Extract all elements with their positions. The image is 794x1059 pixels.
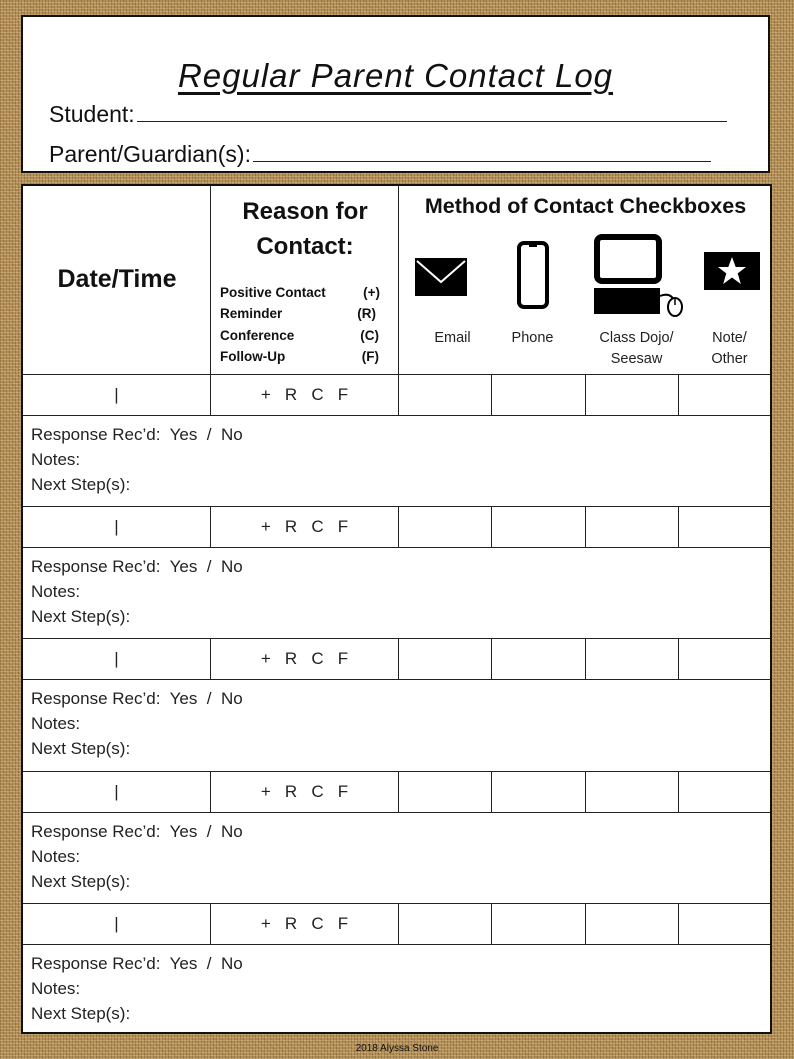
reason-codes: + R C F — [260, 914, 349, 933]
entry-row — [23, 771, 770, 812]
guardian-blank-line[interactable] — [253, 141, 711, 162]
date-time-cell[interactable] — [23, 506, 211, 547]
response-received-label: Response Rec’d: Yes / No — [31, 954, 243, 973]
reason-codes: + R C F — [260, 782, 349, 801]
notes-block[interactable] — [31, 686, 243, 761]
reason-code-cell[interactable] — [211, 374, 399, 415]
notes-label: Notes: — [31, 450, 81, 469]
note-star-icon — [704, 252, 760, 290]
envelope-icon — [415, 258, 467, 296]
next-steps-label: Next Step(s): — [31, 475, 131, 494]
reason-codes: + R C F — [260, 517, 349, 536]
reason-code-cell[interactable] — [211, 506, 399, 547]
date-time-cell[interactable] — [23, 638, 211, 679]
method-label-dojo: Class Dojo/ Seesaw — [599, 330, 674, 367]
header-box — [21, 15, 770, 173]
row-divider — [23, 944, 770, 945]
reason-follow-up: Follow-Up (F) — [220, 349, 379, 364]
email-checkbox[interactable] — [399, 506, 492, 547]
email-checkbox[interactable] — [399, 374, 492, 415]
method-label-note: Note/ Other — [711, 330, 748, 367]
response-received-label: Response Rec’d: Yes / No — [31, 822, 243, 841]
date-time-title: Date/Time — [57, 265, 177, 293]
row-divider — [23, 812, 770, 813]
notes-label: Notes: — [31, 847, 81, 866]
note-checkbox[interactable] — [679, 374, 770, 415]
notes-label: Notes: — [31, 582, 81, 601]
date-separator: | — [114, 649, 119, 668]
next-steps-label: Next Step(s): — [31, 872, 131, 891]
entry-row — [23, 903, 770, 944]
reason-codes: + R C F — [260, 385, 349, 404]
reason-header — [211, 186, 399, 374]
date-separator: | — [114, 517, 119, 536]
note-checkbox[interactable] — [679, 903, 770, 944]
dojo-checkbox[interactable] — [586, 374, 679, 415]
note-checkbox[interactable] — [679, 771, 770, 812]
reason-conference: Conference (C) — [220, 328, 379, 343]
method-header — [399, 186, 772, 374]
email-checkbox[interactable] — [399, 638, 492, 679]
phone-icon — [517, 241, 549, 309]
dojo-checkbox[interactable] — [586, 903, 679, 944]
date-time-cell[interactable] — [23, 903, 211, 944]
next-steps-label: Next Step(s): — [31, 607, 131, 626]
notes-label: Notes: — [31, 979, 81, 998]
method-label-phone: Phone — [511, 330, 554, 346]
note-checkbox[interactable] — [679, 638, 770, 679]
guardian-field[interactable] — [49, 141, 711, 168]
page-title: Regular Parent Contact Log — [177, 57, 614, 94]
note-checkbox[interactable] — [679, 506, 770, 547]
reason-code-cell[interactable] — [211, 638, 399, 679]
copyright-footer: 2018 Alyssa Stone — [355, 1043, 439, 1054]
date-separator: | — [114, 782, 119, 801]
phone-checkbox[interactable] — [492, 374, 586, 415]
row-divider — [23, 415, 770, 416]
date-separator: | — [114, 385, 119, 404]
reason-title — [211, 194, 399, 264]
date-time-cell[interactable] — [23, 771, 211, 812]
notes-label: Notes: — [31, 714, 81, 733]
guardian-label: Parent/Guardian(s): — [49, 141, 251, 167]
response-received-label: Response Rec’d: Yes / No — [31, 425, 243, 444]
student-blank-line[interactable] — [137, 101, 727, 122]
date-time-cell[interactable] — [23, 374, 211, 415]
response-received-label: Response Rec’d: Yes / No — [31, 689, 243, 708]
date-time-header — [23, 186, 211, 374]
notes-block[interactable] — [31, 951, 243, 1026]
date-separator: | — [114, 914, 119, 933]
method-label-email: Email — [434, 330, 471, 346]
email-checkbox[interactable] — [399, 771, 492, 812]
reason-codes: + R C F — [260, 649, 349, 668]
student-field[interactable] — [49, 101, 727, 128]
row-divider — [23, 547, 770, 548]
computer-icon — [594, 234, 686, 318]
next-steps-label: Next Step(s): — [31, 739, 131, 758]
entry-row — [23, 374, 770, 415]
entry-row — [23, 638, 770, 679]
method-title: Method of Contact Checkboxes — [424, 194, 747, 218]
reason-positive: Positive Contact (+) — [220, 285, 380, 300]
phone-checkbox[interactable] — [492, 903, 586, 944]
dojo-checkbox[interactable] — [586, 506, 679, 547]
dojo-checkbox[interactable] — [586, 638, 679, 679]
next-steps-label: Next Step(s): — [31, 1004, 131, 1023]
student-label: Student: — [49, 101, 135, 127]
reason-title-line2: Contact: — [256, 233, 354, 260]
email-checkbox[interactable] — [399, 903, 492, 944]
notes-block[interactable] — [31, 422, 243, 497]
reason-code-cell[interactable] — [211, 771, 399, 812]
notes-block[interactable] — [31, 819, 243, 894]
response-received-label: Response Rec’d: Yes / No — [31, 557, 243, 576]
contact-log-table — [21, 184, 772, 1034]
reason-title-line1: Reason for — [242, 198, 368, 225]
entry-row — [23, 506, 770, 547]
notes-block[interactable] — [31, 554, 243, 629]
reason-code-cell[interactable] — [211, 903, 399, 944]
reason-reminder: Reminder (R) — [220, 306, 376, 321]
phone-checkbox[interactable] — [492, 506, 586, 547]
row-divider — [23, 679, 770, 680]
phone-checkbox[interactable] — [492, 771, 586, 812]
dojo-checkbox[interactable] — [586, 771, 679, 812]
phone-checkbox[interactable] — [492, 638, 586, 679]
